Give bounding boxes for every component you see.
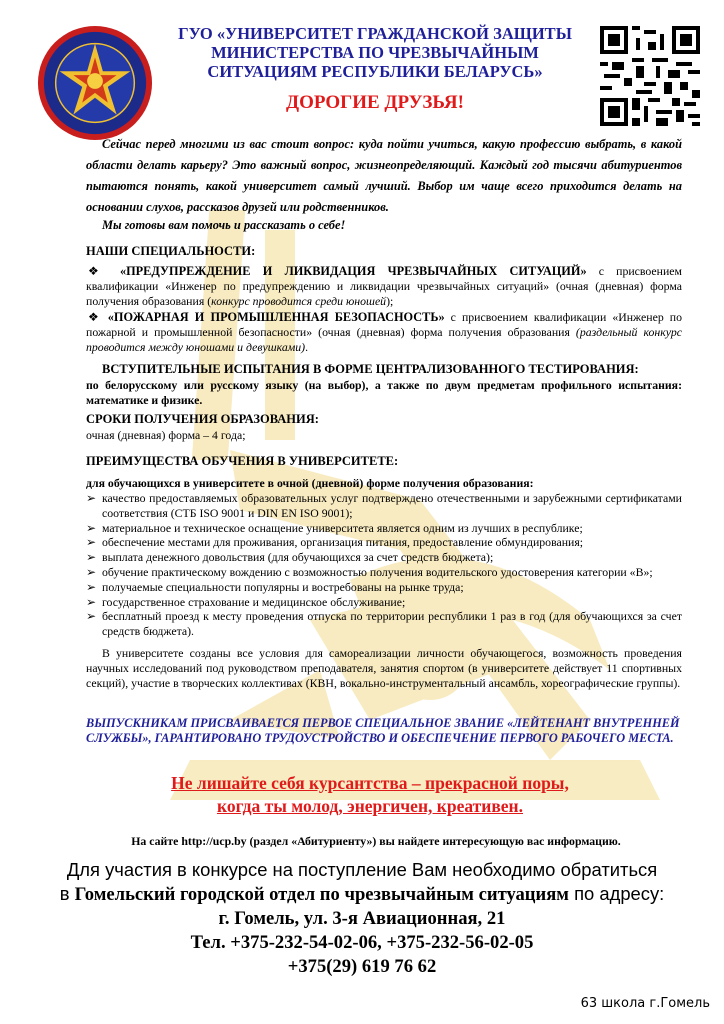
arrow-bullet-icon: ➢ <box>86 535 96 550</box>
arrow-bullet-icon: ➢ <box>86 491 96 505</box>
arrow-bullet-icon: ➢ <box>86 550 96 565</box>
arrow-bullet-icon: ➢ <box>86 579 96 594</box>
specialty-text: с присвоением квалификации «Инженер по пожарной и промышленной безопасности» (очная (дневная) форма получения образования <box>86 310 682 339</box>
title-line: СИТУАЦИЯМ РЕСПУБЛИКИ БЕЛАРУСЬ» <box>207 62 543 81</box>
website-info: На сайте http://ucp.by (раздел «Абитуриенту») вы найдете интересующую вас информацию. <box>131 834 621 848</box>
list-item: ➢ бесплатный проезд к месту проведения отпуска по территории республики 1 раз в год (для обучающихся за счет средств бюджета). <box>86 609 682 639</box>
arrow-bullet-icon: ➢ <box>86 520 96 535</box>
advantages-heading: ПРЕИМУЩЕСТВА ОБУЧЕНИЯ В УНИВЕРСИТЕТЕ: <box>86 454 399 468</box>
graduates-statement: ВЫПУСКНИКАМ ПРИСВАИВАЕТСЯ ПЕРВОЕ СПЕЦИАЛЬНОЕ ЗВАНИЕ «ЛЕЙТЕНАНТ ВНУТРЕННЕЙ СЛУЖБЫ», ГАРАНТИРОВАНО ТРУДОУСТРОЙСТВО И ОБЕСПЕЧЕНИЕ ПЕРВОГО РАБОЧЕГО МЕСТА. <box>86 716 680 745</box>
contact-intro: Для участия в конкурсе на поступление Вам необходимо обратиться <box>66 859 658 880</box>
slogan <box>140 772 600 818</box>
address: г. Гомель, ул. 3-я Авиационная, 21 <box>218 908 506 929</box>
terms-heading: СРОКИ ПОЛУЧЕНИЯ ОБРАЗОВАНИЯ: <box>86 412 319 426</box>
list-item: ➢ обучение практическому вождению с возможностью получения водительского удостоверения категории «В»; <box>86 564 653 579</box>
qr-code-icon[interactable] <box>600 26 700 126</box>
advantages-closing: В университете созданы все условия для самореализации личности обучающегося, возможность проведения научных исследований под руководством преподавателя, занятия спортом (в университете действует 11 спортивных секций), участие в творческих коллективах (КВН, вокально-инструментальный ансамбль, хореографические группы). <box>86 646 682 690</box>
slogan-line: когда ты молод, энергичен, креативен. <box>216 796 524 816</box>
arrow-bullet-icon: ➢ <box>86 594 96 609</box>
diamond-bullet-icon: ❖ <box>88 264 108 278</box>
exams-text: по белорусскому или русскому языку (на выбор), а также по двум предметам профильного испытания: математике и физике. <box>86 378 682 407</box>
office-name: Гомельский городской отдел по чрезвычайным ситуациям <box>74 884 569 905</box>
list-item: ➢ получаемые специальности популярны и востребованы на рынке труда; <box>86 579 464 594</box>
university-title <box>150 24 600 81</box>
footer-note: 63 школа г.Гомель <box>580 996 710 1011</box>
specialty-tail: . <box>305 340 309 354</box>
university-logo <box>36 24 154 142</box>
list-item: ➢ качество предоставляемых образовательных услуг подтверждено отечественными и зарубежными сертификатами соответствия (СТБ ISO 9001 и DIN EN ISO 9001); <box>86 491 682 520</box>
specialty-text: с присвоением квалификации «Инженер по предупреждению и ликвидации чрезвычайных ситуаций» (очная (дневная) форма получения образования ( <box>86 264 682 308</box>
title-line: МИНИСТЕРСТВА ПО ЧРЕЗВЫЧАЙНЫМ <box>211 43 539 62</box>
contact-office-line: в Гомельский городской отдел по чрезвычайным ситуациям по адресу: <box>59 883 665 905</box>
intro-ready-line: Мы готовы вам помочь и рассказать о себе! <box>102 218 346 232</box>
specialty-name: «ПРЕДУПРЕЖДЕНИЕ И ЛИКВИДАЦИЯ ЧРЕЗВЫЧАЙНЫХ СИТУАЦИЙ» <box>119 264 587 278</box>
list-item: ➢ выплата денежного довольствия (для обучающихся за счет средств бюджета); <box>86 550 494 565</box>
advantages-list <box>86 491 682 639</box>
list-item: ➢ материальное и техническое оснащение университета является одним из лучших в республике; <box>86 520 583 535</box>
specialty-name: «ПОЖАРНАЯ И ПРОМЫШЛЕННАЯ БЕЗОПАСНОСТЬ» <box>107 310 445 324</box>
slogan-line: Не лишайте себя курсантства – прекрасной поры, <box>171 773 569 793</box>
specialty-note: (раздельный конкурс проводится между юношами и девушками) <box>86 325 682 354</box>
specialty-note: конкурс проводится среди юношей <box>211 294 387 308</box>
list-item: ➢ государственное страхование и медицинское обслуживание; <box>86 594 406 609</box>
terms-text: очная (дневная) форма – 4 года; <box>86 428 246 442</box>
arrow-bullet-icon: ➢ <box>86 609 96 624</box>
title-line: ГУО «УНИВЕРСИТЕТ ГРАЖДАНСКОЙ ЗАЩИТЫ <box>178 24 572 43</box>
greeting-heading: ДОРОГИЕ ДРУЗЬЯ! <box>286 92 464 113</box>
exams-heading: ВСТУПИТЕЛЬНЫЕ ИСПЫТАНИЯ В ФОРМЕ ЦЕНТРАЛИЗОВАННОГО ТЕСТИРОВАНИЯ: <box>102 362 639 376</box>
intro-paragraph: Сейчас перед многими из вас стоит вопрос: куда пойти учиться, какую профессию выбрать, в какой области делать карьеру? Это важный вопрос, жизнеопределяющий. Каждый год тысячи абитуриентов пытаются понять, какой университет самый лучший. Выбор им чаще всего приходится делать на основании слухов, рассказов друзей или родственников. <box>86 137 682 214</box>
list-item: ➢ обеспечение местами для проживания, организация питания, предоставление обмундирования; <box>86 535 584 550</box>
specialty-item <box>86 310 682 355</box>
diamond-bullet-icon: ❖ <box>88 310 102 324</box>
specialty-item <box>86 264 682 309</box>
arrow-bullet-icon: ➢ <box>86 564 96 579</box>
advantages-subheading: для обучающихся в университете в очной (дневной) форме получения образования: <box>86 476 534 490</box>
mobile-phone: +375(29) 619 76 62 <box>287 956 437 977</box>
contact-block <box>20 858 704 979</box>
phones: Тел. +375-232-54-02-06, +375-232-56-02-05 <box>190 932 534 953</box>
specialties-heading: НАШИ СПЕЦИАЛЬНОСТИ: <box>86 244 256 258</box>
specialty-tail: ); <box>386 294 394 308</box>
